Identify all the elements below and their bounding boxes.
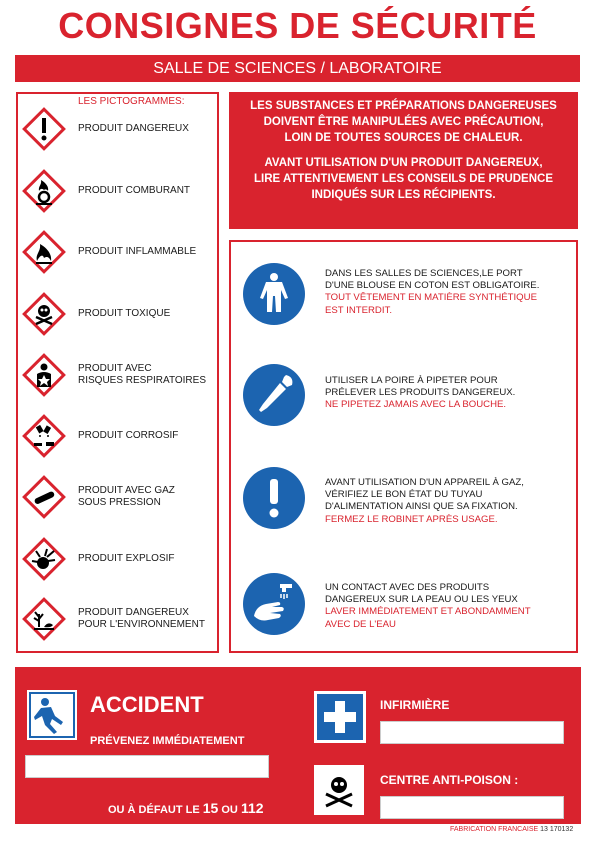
rule-instruction: UTILISER LA POIRE À PIPETER POUR PRÉLEVER LES PRODUITS DANGEREUX.: [325, 375, 516, 399]
fabrication-text: FABRICATION FRANCAISE: [450, 826, 539, 833]
rule-text: [325, 477, 575, 526]
rule-text: [325, 582, 575, 631]
antipoison-label: CENTRE ANTI-POISON :: [380, 773, 519, 787]
nurse-label: INFIRMIÈRE: [380, 698, 450, 712]
pictogram-item: [22, 169, 218, 213]
corrosion-icon: [22, 414, 66, 458]
accident-phone-field[interactable]: [25, 755, 269, 778]
rule-instruction: DANS LES SALLES DE SCIENCES,LE PORT D'UNE BLOUSE EN COTON EST OBLIGATOIRE.: [325, 268, 540, 292]
pictogram-item: [22, 230, 218, 274]
health-hazard-icon: [22, 353, 66, 397]
accident-title: ACCIDENT: [90, 692, 204, 717]
pictograms-heading: LES PICTOGRAMMES:: [78, 96, 185, 107]
exclamation-hazard-icon: [22, 107, 66, 151]
rule-text: [325, 268, 575, 317]
pictogram-label: PRODUIT INFLAMMABLE: [78, 246, 197, 257]
antipoison-phone-field[interactable]: [380, 796, 564, 819]
rule-instruction: AVANT UTILISATION D'UN APPAREIL À GAZ, VÉRIFIEZ LE BON ÉTAT DU TUYAU D'ALIMENTATION AINSI QUE SA FIXATION.: [325, 477, 524, 513]
exploding-bomb-icon: [22, 537, 66, 581]
exclamation-icon: [242, 466, 306, 530]
hand-wash-icon: [242, 572, 306, 636]
first-aid-cross-icon: [314, 691, 366, 743]
emergency-number-15: 15: [202, 800, 219, 816]
default-prefix: OU À DÉFAUT LE: [108, 804, 200, 816]
accident-subtitle: PRÉVENEZ IMMÉDIATEMENT: [90, 735, 245, 747]
pictogram-label: PRODUIT DANGEREUX: [78, 123, 189, 134]
rule-warning: FERMEZ LE ROBINET APRÈS USAGE.: [325, 513, 498, 525]
skull-crossbones-icon: [22, 292, 66, 336]
pictogram-item: [22, 292, 218, 336]
flame-over-circle-icon: [22, 169, 66, 213]
pipette-icon: [242, 363, 306, 427]
nurse-phone-field[interactable]: [380, 721, 564, 744]
rule-warning: LAVER IMMÉDIATEMENT ET ABONDAMMENT AVEC DE L'EAU: [325, 606, 531, 630]
pictogram-label: PRODUIT AVEC GAZ SOUS PRESSION: [78, 485, 175, 508]
warning-box: [229, 92, 578, 229]
rule-warning: TOUT VÊTEMENT EN MATIÈRE SYNTHÉTIQUE EST INTERDIT.: [325, 292, 537, 316]
product-code: 13 170132: [540, 826, 574, 833]
rule-text: [325, 375, 575, 412]
pictogram-label: PRODUIT COMBURANT: [78, 185, 191, 196]
pictogram-item: [22, 537, 218, 581]
page-title: CONSIGNES DE SÉCURITÉ: [58, 5, 537, 46]
pictogram-label: PRODUIT TOXIQUE: [78, 308, 171, 319]
rule-instruction: UN CONTACT AVEC DES PRODUITS DANGEREUX SUR LA PEAU OU LES YEUX: [325, 582, 518, 606]
warning-paragraph: AVANT UTILISATION D'UN PRODUIT DANGEREUX, LIRE ATTENTIVEMENT LES CONSEILS DE PRUDENCE INDIQUÉS SUR LES RÉCIPIENTS.: [253, 157, 554, 201]
default-numbers: [108, 800, 264, 816]
pictogram-label: PRODUIT EXPLOSIF: [78, 553, 175, 564]
pictogram-item: [22, 107, 218, 151]
pictogram-label: PRODUIT CORROSIF: [78, 430, 179, 441]
pictogram-item: [22, 597, 218, 641]
rule-warning: NE PIPETEZ JAMAIS AVEC LA BOUCHE.: [325, 399, 507, 411]
or-text: OU: [221, 804, 238, 816]
pictogram-label: PRODUIT DANGEREUX POUR L'ENVIRONNEMENT: [78, 607, 205, 630]
falling-person-icon: [27, 690, 77, 740]
pictogram-label: PRODUIT AVEC RISQUES RESPIRATOIRES: [78, 363, 206, 386]
subtitle-bar: SALLE DE SCIENCES / LABORATOIRE: [15, 55, 580, 82]
pictogram-item: [22, 475, 218, 519]
footer: [450, 826, 573, 833]
skull-crossbones-icon: [314, 765, 364, 815]
emergency-number-112: 112: [240, 800, 264, 816]
warning-paragraph: LES SUBSTANCES ET PRÉPARATIONS DANGEREUSES DOIVENT ÊTRE MANIPULÉES AVEC PRÉCAUTION, LOIN DE TOUTES SOURCES DE CHALEUR.: [250, 100, 557, 144]
gas-cylinder-icon: [22, 475, 66, 519]
protective-suit-icon: [242, 262, 306, 326]
flame-icon: [22, 230, 66, 274]
environment-hazard-icon: [22, 597, 66, 641]
pictogram-item: [22, 414, 218, 458]
pictogram-item: [22, 353, 218, 397]
